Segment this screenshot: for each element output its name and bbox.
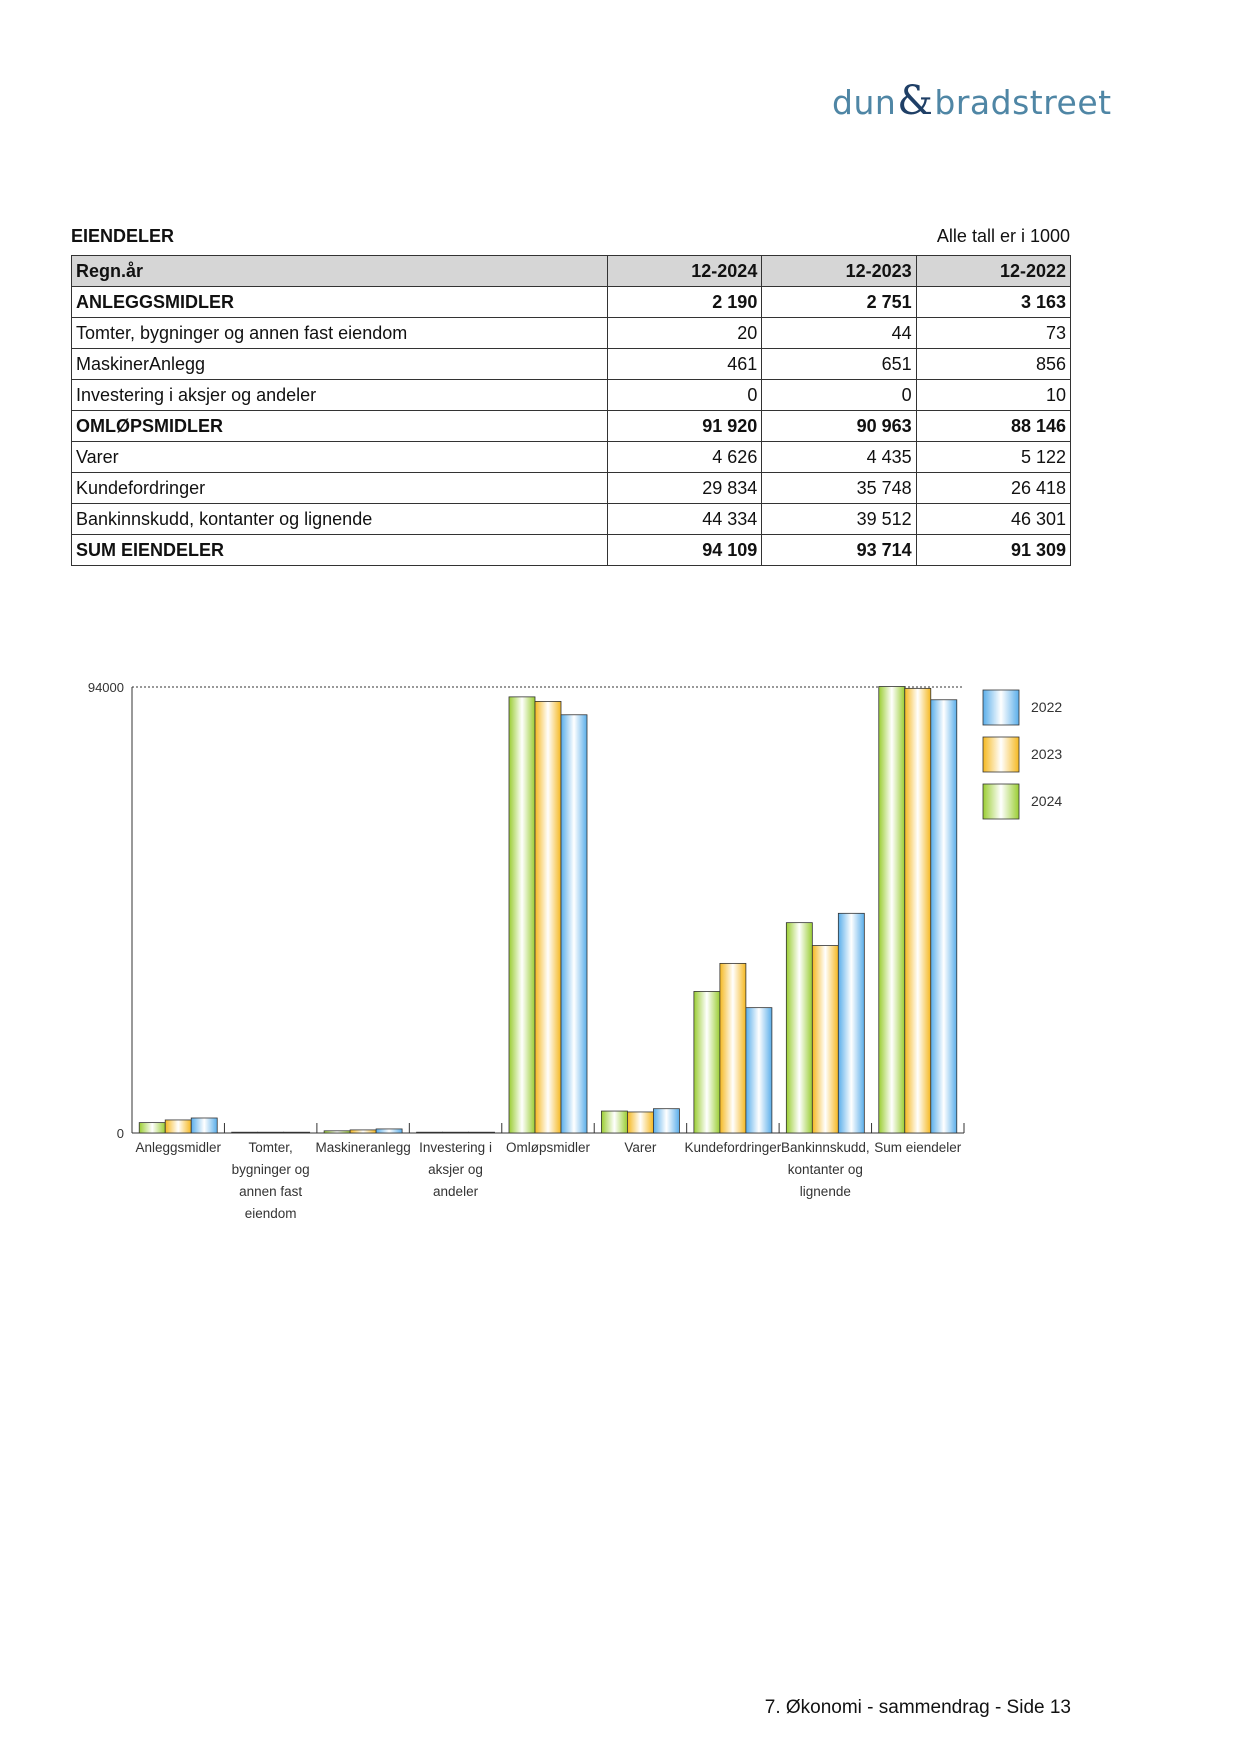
y-tick-label-max: 94000	[87, 680, 124, 695]
row-label: ANLEGGSMIDLER	[72, 287, 608, 318]
chart-legend	[983, 690, 1062, 819]
bar-2022-7	[838, 913, 864, 1133]
header-year-2024: 12-2024	[608, 256, 762, 287]
bar-2023-7	[812, 946, 838, 1133]
bar-2022-0	[191, 1118, 217, 1133]
row-value: 4 435	[762, 442, 916, 473]
row-value: 2 190	[608, 287, 762, 318]
header-year-2022: 12-2022	[916, 256, 1070, 287]
x-tick-label: bygninger og	[231, 1162, 310, 1177]
bar-2023-8	[905, 688, 931, 1133]
x-tick-label: aksjer og	[428, 1162, 483, 1177]
logo-text-bradstreet: bradstreet	[934, 83, 1112, 122]
legend-label-2024: 2024	[1031, 793, 1063, 809]
bar-2024-0	[139, 1123, 165, 1133]
row-label: SUM EIENDELER	[72, 535, 608, 566]
bar-2024-5	[601, 1111, 627, 1133]
x-tick-label: andeler	[433, 1184, 479, 1199]
bar-2022-4	[561, 715, 587, 1133]
bar-2022-3	[469, 1132, 495, 1133]
x-tick-label: Varer	[624, 1140, 657, 1155]
bar-2024-8	[879, 686, 905, 1133]
x-tick-label: kontanter og	[787, 1162, 863, 1177]
legend-label-2022: 2022	[1031, 699, 1063, 715]
row-value: 856	[916, 349, 1070, 380]
chart-x-labels	[135, 1140, 961, 1221]
units-note: Alle tall er i 1000	[936, 226, 1070, 246]
row-value: 461	[608, 349, 762, 380]
legend-swatch-2022	[983, 690, 1019, 725]
row-label: Kundefordringer	[72, 473, 608, 504]
bar-2023-4	[535, 701, 561, 1133]
bar-2024-7	[786, 923, 812, 1133]
x-tick-label: Kundefordringer	[684, 1140, 782, 1155]
row-value: 93 714	[762, 535, 916, 566]
bar-2024-6	[694, 991, 720, 1133]
row-value: 88 146	[916, 411, 1070, 442]
x-tick-label: Sum eiendeler	[874, 1140, 962, 1155]
bar-2023-5	[627, 1112, 653, 1133]
bar-2024-1	[232, 1132, 258, 1133]
row-value: 46 301	[916, 504, 1070, 535]
row-value: 2 751	[762, 287, 916, 318]
bar-2022-1	[284, 1132, 310, 1133]
row-label: Varer	[72, 442, 608, 473]
row-value: 0	[608, 380, 762, 411]
logo-text-dun: dun	[832, 83, 897, 122]
row-value: 0	[762, 380, 916, 411]
bar-2023-0	[165, 1120, 191, 1133]
section-title: EIENDELER	[71, 226, 175, 246]
bar-2023-1	[258, 1132, 284, 1133]
bar-2022-5	[653, 1109, 679, 1133]
row-value: 44	[762, 318, 916, 349]
row-value: 39 512	[762, 504, 916, 535]
row-value: 5 122	[916, 442, 1070, 473]
bar-2024-3	[417, 1132, 443, 1133]
bar-2022-6	[746, 1008, 772, 1133]
row-value: 4 626	[608, 442, 762, 473]
logo-ampersand: &	[897, 78, 934, 124]
row-label: Bankinnskudd, kontanter og lignende	[72, 504, 608, 535]
x-tick-label: lignende	[799, 1184, 851, 1199]
bar-2023-2	[350, 1130, 376, 1133]
bar-2024-4	[509, 697, 535, 1133]
y-tick-label-min: 0	[116, 1126, 124, 1141]
row-value: 29 834	[608, 473, 762, 504]
legend-swatch-2023	[983, 737, 1019, 772]
page-footer: 7. Økonomi - sammendrag - Side 13	[764, 1697, 1071, 1718]
row-value: 10	[916, 380, 1070, 411]
x-tick-label: Anleggsmidler	[135, 1140, 221, 1155]
row-value: 651	[762, 349, 916, 380]
x-tick-label: eiendom	[244, 1206, 297, 1221]
bar-2022-2	[376, 1129, 402, 1133]
x-tick-label: Bankinnskudd,	[781, 1140, 870, 1155]
x-tick-label: Investering i	[419, 1140, 492, 1155]
x-tick-label: annen fast	[239, 1184, 303, 1199]
legend-label-2023: 2023	[1031, 746, 1063, 762]
row-value: 90 963	[762, 411, 916, 442]
row-value: 73	[916, 318, 1070, 349]
x-tick-label: Tomter,	[248, 1140, 293, 1155]
header-label: Regn.år	[72, 256, 608, 287]
bar-2023-6	[720, 963, 746, 1133]
row-value: 3 163	[916, 287, 1070, 318]
row-value: 20	[608, 318, 762, 349]
bar-2024-2	[324, 1131, 350, 1133]
row-label: Investering i aksjer og andeler	[72, 380, 608, 411]
row-label: Tomter, bygninger og annen fast eiendom	[72, 318, 608, 349]
row-label: OMLØPSMIDLER	[72, 411, 608, 442]
row-value: 26 418	[916, 473, 1070, 504]
legend-swatch-2024	[983, 784, 1019, 819]
bar-2023-3	[443, 1132, 469, 1133]
row-value: 44 334	[608, 504, 762, 535]
row-value: 35 748	[762, 473, 916, 504]
row-value: 94 109	[608, 535, 762, 566]
row-value: 91 920	[608, 411, 762, 442]
header-year-2023: 12-2023	[762, 256, 916, 287]
chart-bars	[139, 686, 957, 1133]
x-tick-label: Omløpsmidler	[505, 1140, 591, 1155]
bar-2022-8	[931, 700, 957, 1133]
row-label: MaskinerAnlegg	[72, 349, 608, 380]
row-value: 91 309	[916, 535, 1070, 566]
x-tick-label: Maskineranlegg	[315, 1140, 411, 1155]
